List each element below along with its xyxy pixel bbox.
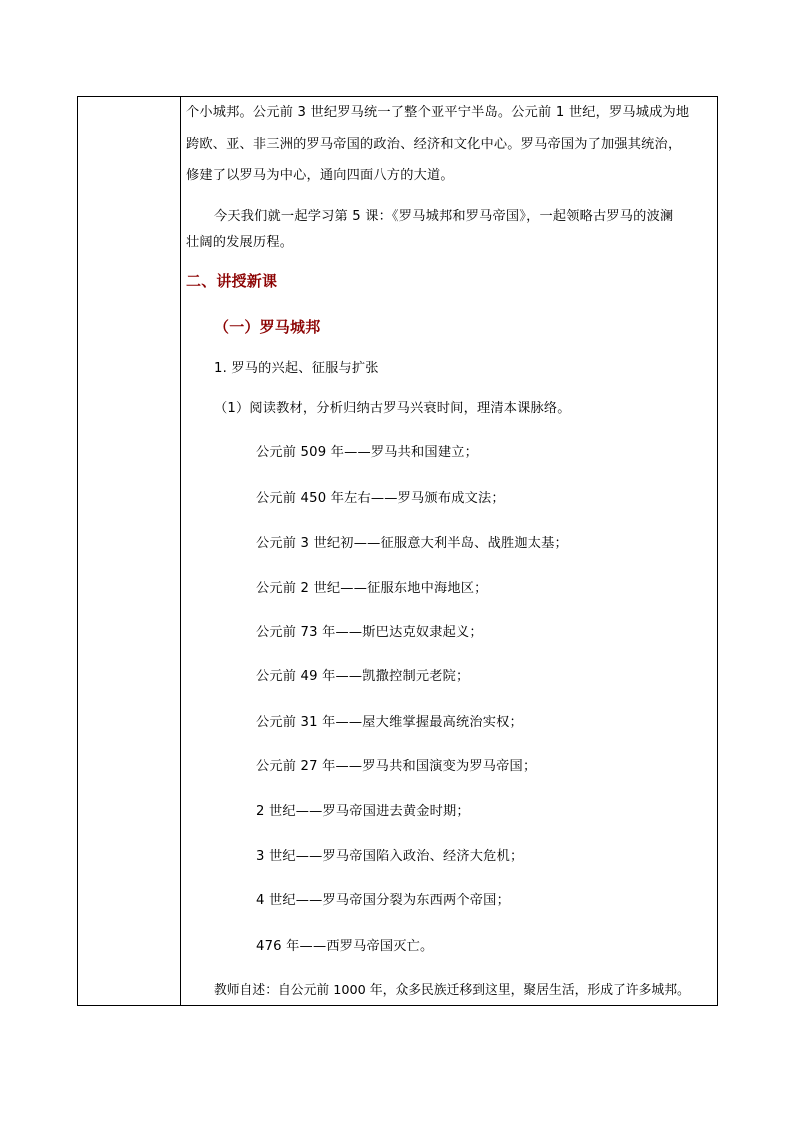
timeline-item: 公元前 49 年——凯撒控制元老院；	[256, 669, 470, 684]
timeline-item: 公元前 450 年左右——罗马颁布成文法；	[256, 491, 505, 506]
timeline-item: 公元前 27 年——罗马共和国演变为罗马帝国；	[256, 759, 537, 774]
timeline-item: 4 世纪——罗马帝国分裂为东西两个帝国；	[256, 893, 510, 908]
intro-line-3: 修建了以罗马为中心，通向四面八方的大道。	[186, 168, 454, 183]
timeline-item: 2 世纪——罗马帝国进去黄金时期；	[256, 804, 470, 819]
intro-line-2: 跨欧、亚、非三洲的罗马帝国的政治、经济和文化中心。罗马帝国为了加强其统治，	[186, 137, 682, 152]
timeline-item: 公元前 509 年——罗马共和国建立；	[256, 445, 478, 460]
timeline-item: 3 世纪——罗马帝国陷入政治、经济大危机；	[256, 849, 524, 864]
section-heading: 二、讲授新课	[186, 272, 278, 290]
intro-line-1: 个小城邦。公元前 3 世纪罗马统一了整个亚平宁半岛。公元前 1 世纪，罗马城成为地	[186, 105, 690, 120]
timeline-item: 公元前 2 世纪——征服东地中海地区；	[256, 581, 488, 596]
today-line-1: 今天我们就一起学习第 5 课：《罗马城邦和罗马帝国》，一起领略古罗马的波澜	[214, 209, 674, 224]
timeline-item: 公元前 73 年——斯巴达克奴隶起义；	[256, 625, 483, 640]
point-title: 1. 罗马的兴起、征服与扩张	[214, 361, 379, 376]
timeline-item: 476 年——西罗马帝国灭亡。	[256, 939, 434, 954]
subsection-heading: （一）罗马城邦	[214, 318, 321, 336]
today-line-2: 壮阔的发展历程。	[186, 235, 294, 250]
column-divider	[180, 97, 181, 1005]
teacher-note: 教师自述：自公元前 1000 年，众多民族迁移到这里，聚居生活，形成了许多城邦。	[214, 983, 690, 998]
timeline-item: 公元前 3 世纪初——征服意大利半岛、战胜迦太基；	[256, 536, 568, 551]
timeline-item: 公元前 31 年——屋大维掌握最高统治实权；	[256, 715, 523, 730]
task-text: （1）阅读教材，分析归纳古罗马兴衰时间，理清本课脉络。	[214, 401, 571, 416]
